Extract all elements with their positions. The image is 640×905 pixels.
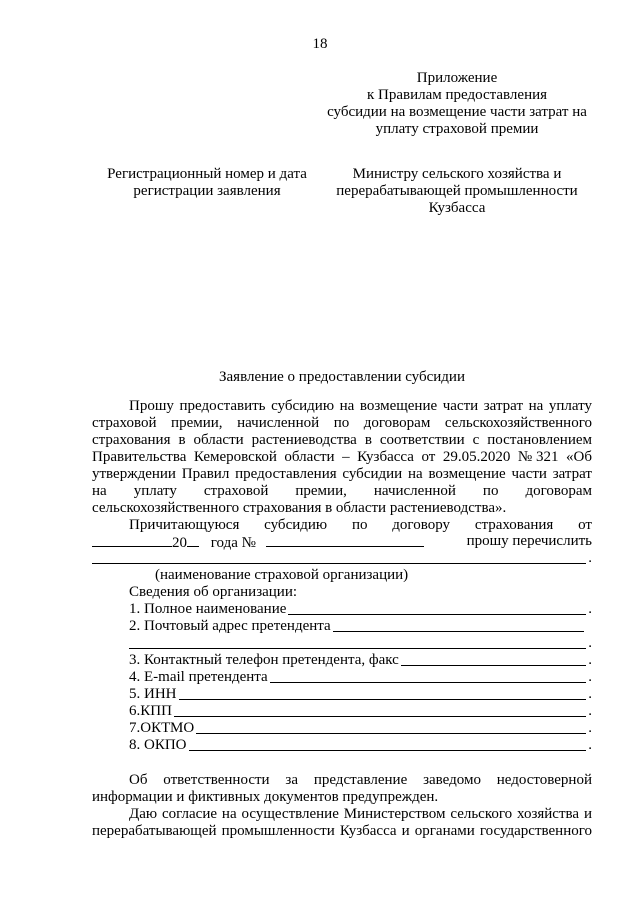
org-field-kpp-label: 6.КПП bbox=[129, 703, 172, 719]
org-field-postal-address-blank[interactable] bbox=[333, 618, 584, 632]
contract-number-blank[interactable] bbox=[266, 533, 424, 547]
paragraph1-line-5: утверждении Правил предоставления субсидии на возмещение части затрат bbox=[92, 466, 592, 482]
insurer-end-dot: . bbox=[588, 550, 592, 566]
org-field-full-name-blank[interactable] bbox=[288, 601, 586, 615]
org-info-heading: Сведения об организации: bbox=[129, 584, 298, 600]
org-field-okpo-blank[interactable] bbox=[189, 737, 587, 751]
paragraph1-line-2: страховой премии, начисленной по договорам сельскохозяйственного bbox=[92, 415, 592, 431]
year-prefix: 20 bbox=[172, 535, 187, 551]
registration-line-1: Регистрационный номер и дата bbox=[107, 166, 307, 182]
responsibility-line-2: информации и фиктивных документов предупрежден. bbox=[92, 789, 439, 805]
org-field-phone-blank[interactable] bbox=[401, 652, 586, 666]
appendix-line-3: субсидии на возмещение части затрат на bbox=[327, 104, 587, 120]
org-field-postal-address-blank-2[interactable] bbox=[129, 635, 586, 649]
paragraph1-line-4: Правительства Кемеровской области – Кузбасса от 29.05.2020 №321 «Об bbox=[92, 449, 592, 465]
year-blank[interactable] bbox=[187, 533, 199, 547]
org-field-end-dot: . bbox=[588, 652, 592, 668]
insurer-name-blank[interactable] bbox=[92, 550, 586, 564]
paragraph1-line-1: Прошу предоставить субсидию на возмещение части затрат на уплату bbox=[129, 398, 592, 414]
org-field-postal-address bbox=[129, 618, 592, 635]
appendix-line-1: Приложение bbox=[416, 70, 498, 86]
page-number: 18 bbox=[312, 36, 328, 52]
insurer-name-row bbox=[92, 550, 592, 567]
org-field-full-name-label: 1. Полное наименование bbox=[129, 601, 287, 617]
appendix-line-2: к Правилам предоставления bbox=[366, 87, 548, 103]
org-field-end-dot: . bbox=[588, 601, 592, 617]
org-field-postal-address-label: 2. Почтовый адрес претендента bbox=[129, 618, 331, 634]
org-field-okpo-label: 8. ОКПО bbox=[129, 737, 187, 753]
consent-line-1: Даю согласие на осуществление Министерством сельского хозяйства и bbox=[129, 806, 592, 822]
org-field-email-blank[interactable] bbox=[270, 669, 587, 683]
org-field-inn-blank[interactable] bbox=[179, 686, 587, 700]
org-field-email-label: 4. E-mail претендента bbox=[129, 669, 268, 685]
responsibility-line-1: Об ответственности за представление заведомо недостоверной bbox=[129, 772, 592, 788]
org-field-end-dot: . bbox=[588, 720, 592, 736]
org-field-end-dot: . bbox=[588, 686, 592, 702]
org-field-phone-label: 3. Контактный телефон претендента, факс bbox=[129, 652, 399, 668]
paragraph1-line-6: на уплату страховой премии, начисленной по договорам bbox=[92, 483, 592, 499]
org-field-okpo bbox=[129, 737, 592, 754]
addressee-line-3: Кузбасса bbox=[428, 200, 486, 216]
consent-line-2: перерабатывающей промышленности Кузбасса и органами государственного bbox=[92, 823, 592, 839]
org-field-inn-label: 5. ИНН bbox=[129, 686, 177, 702]
org-field-email bbox=[129, 669, 592, 686]
registration-line-2: регистрации заявления bbox=[133, 183, 281, 199]
org-field-full-name bbox=[129, 601, 592, 618]
appendix-line-4: уплату страховой премии bbox=[375, 121, 539, 137]
org-field-oktmo-blank[interactable] bbox=[196, 720, 586, 734]
addressee-line-1: Министру сельского хозяйства и bbox=[352, 166, 562, 182]
request-text: прошу перечислить bbox=[466, 533, 592, 549]
org-field-end-dot: . bbox=[588, 703, 592, 719]
org-field-end-dot: . bbox=[588, 737, 592, 753]
year-word: года № bbox=[210, 535, 256, 551]
date-blank[interactable] bbox=[92, 533, 172, 547]
insurer-caption: (наименование страховой организации) bbox=[155, 567, 409, 583]
org-field-kpp-blank[interactable] bbox=[174, 703, 586, 717]
org-field-end-dot: . bbox=[588, 669, 592, 685]
org-field-kpp bbox=[129, 703, 592, 720]
paragraph1-line-7: сельскохозяйственного страхования в области растениеводства». bbox=[92, 500, 507, 516]
org-field-oktmo-label: 7.ОКТМО bbox=[129, 720, 195, 736]
document-title: Заявление о предоставлении субсидии bbox=[219, 369, 465, 385]
paragraph2-line-2 bbox=[92, 533, 592, 551]
org-field-oktmo bbox=[129, 720, 592, 737]
addressee-line-2: перерабатывающей промышленности bbox=[336, 183, 578, 199]
paragraph1-line-3: страхования в области растениеводства в соответствии с постановлением bbox=[92, 432, 592, 448]
org-field-phone bbox=[129, 652, 592, 669]
org-field-postal-address-cont bbox=[129, 635, 592, 652]
org-field-inn bbox=[129, 686, 592, 703]
org-field-end-dot: . bbox=[588, 635, 592, 651]
paragraph2-line-1: Причитающуюся субсидию по договору страхования от bbox=[129, 517, 592, 533]
